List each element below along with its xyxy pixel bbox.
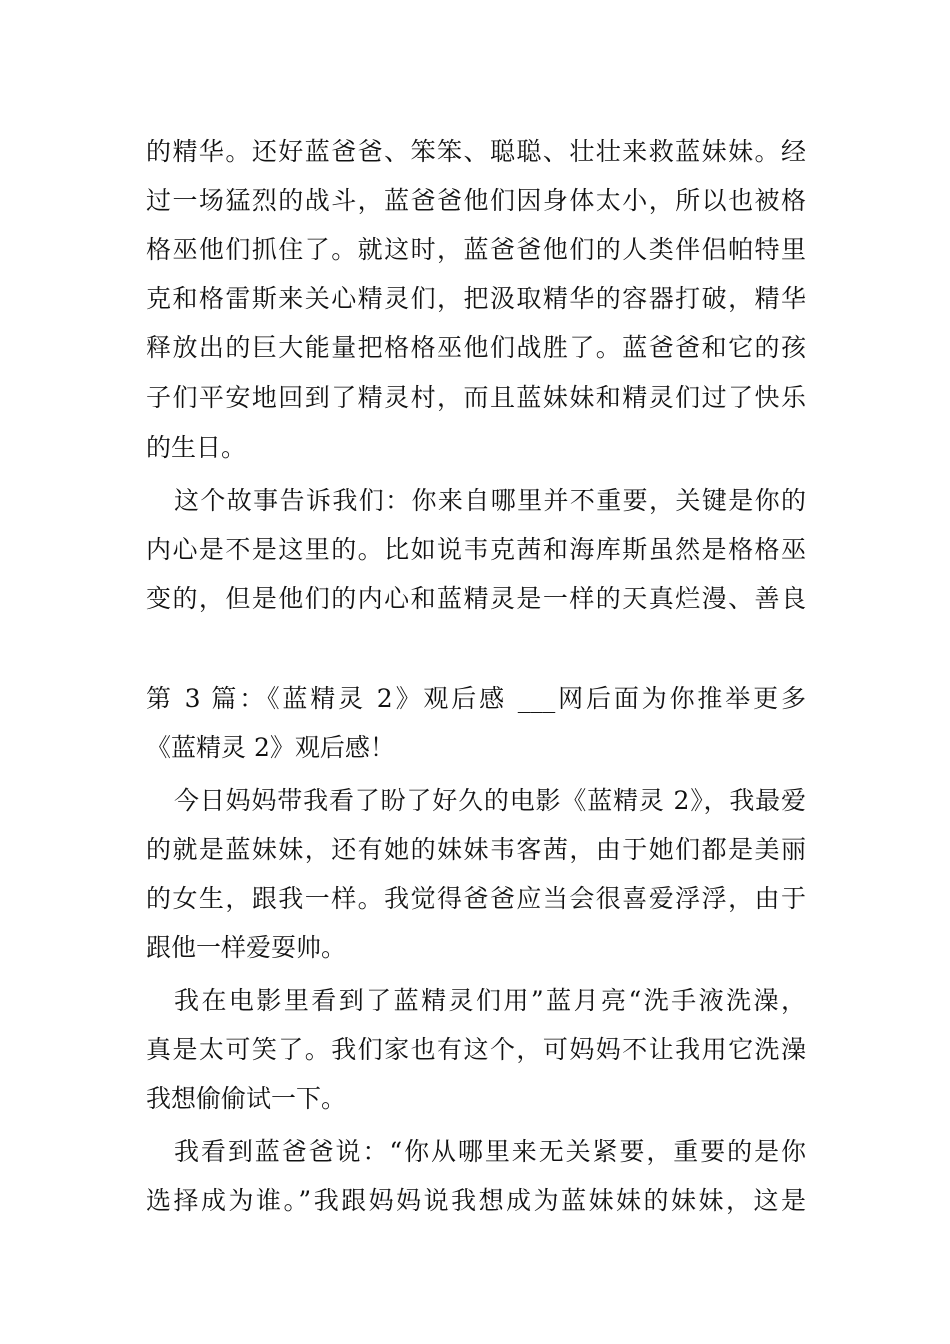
text-line: 的就是蓝妹妹，还有她的妹妹韦客茜，由于她们都是美丽 bbox=[146, 835, 806, 864]
text-line: 跟他一样爱耍帅。 bbox=[146, 933, 347, 962]
text-line: 格巫他们抓住了。就这时，蓝爸爸他们的人类伴侣帕特里 bbox=[146, 235, 806, 264]
text-line: 我在电影里看到了蓝精灵们用”蓝月亮“洗手液洗澡， bbox=[174, 986, 806, 1015]
text-line: 子们平安地回到了精灵村，而且蓝妹妹和精灵们过了快乐 bbox=[146, 383, 806, 412]
text-line: 内心是不是这里的。比如说韦克茜和海库斯虽然是格格巫 bbox=[146, 535, 806, 564]
text-line: 的女生，跟我一样。我觉得爸爸应当会很喜爱浮浮，由于 bbox=[146, 884, 806, 913]
text-line: 这个故事告诉我们：你来自哪里并不重要，关键是你的 bbox=[174, 486, 806, 515]
section-heading: 第 3 篇：《蓝精灵 2》观后感 ___网后面为你推举更多 bbox=[146, 684, 806, 713]
text-line: 今日妈妈带我看了盼了好久的电影《蓝精灵 2》，我最爱 bbox=[174, 786, 806, 815]
text-line: 我看到蓝爸爸说：“你从哪里来无关紧要，重要的是你 bbox=[174, 1137, 806, 1166]
text-line: 释放出的巨大能量把格格巫他们战胜了。蓝爸爸和它的孩 bbox=[146, 333, 806, 362]
section-heading-continued: 《蓝精灵 2》观后感！ bbox=[146, 733, 395, 762]
text-line: 克和格雷斯来关心精灵们，把汲取精华的容器打破，精华 bbox=[146, 284, 806, 313]
text-line: 的生日。 bbox=[146, 433, 247, 462]
text-line: 变的，但是他们的内心和蓝精灵是一样的天真烂漫、善良 bbox=[146, 584, 806, 613]
text-line: 真是太可笑了。我们家也有这个，可妈妈不让我用它洗澡 bbox=[146, 1035, 806, 1064]
text-line: 我想偷偷试一下。 bbox=[146, 1084, 347, 1113]
text-line: 的精华。还好蓝爸爸、笨笨、聪聪、壮壮来救蓝妹妹。经 bbox=[146, 137, 806, 166]
text-line: 过一场猛烈的战斗，蓝爸爸他们因身体太小，所以也被格 bbox=[146, 186, 806, 215]
text-line: 选择成为谁。”我跟妈妈说我想成为蓝妹妹的妹妹，这是 bbox=[146, 1186, 806, 1215]
